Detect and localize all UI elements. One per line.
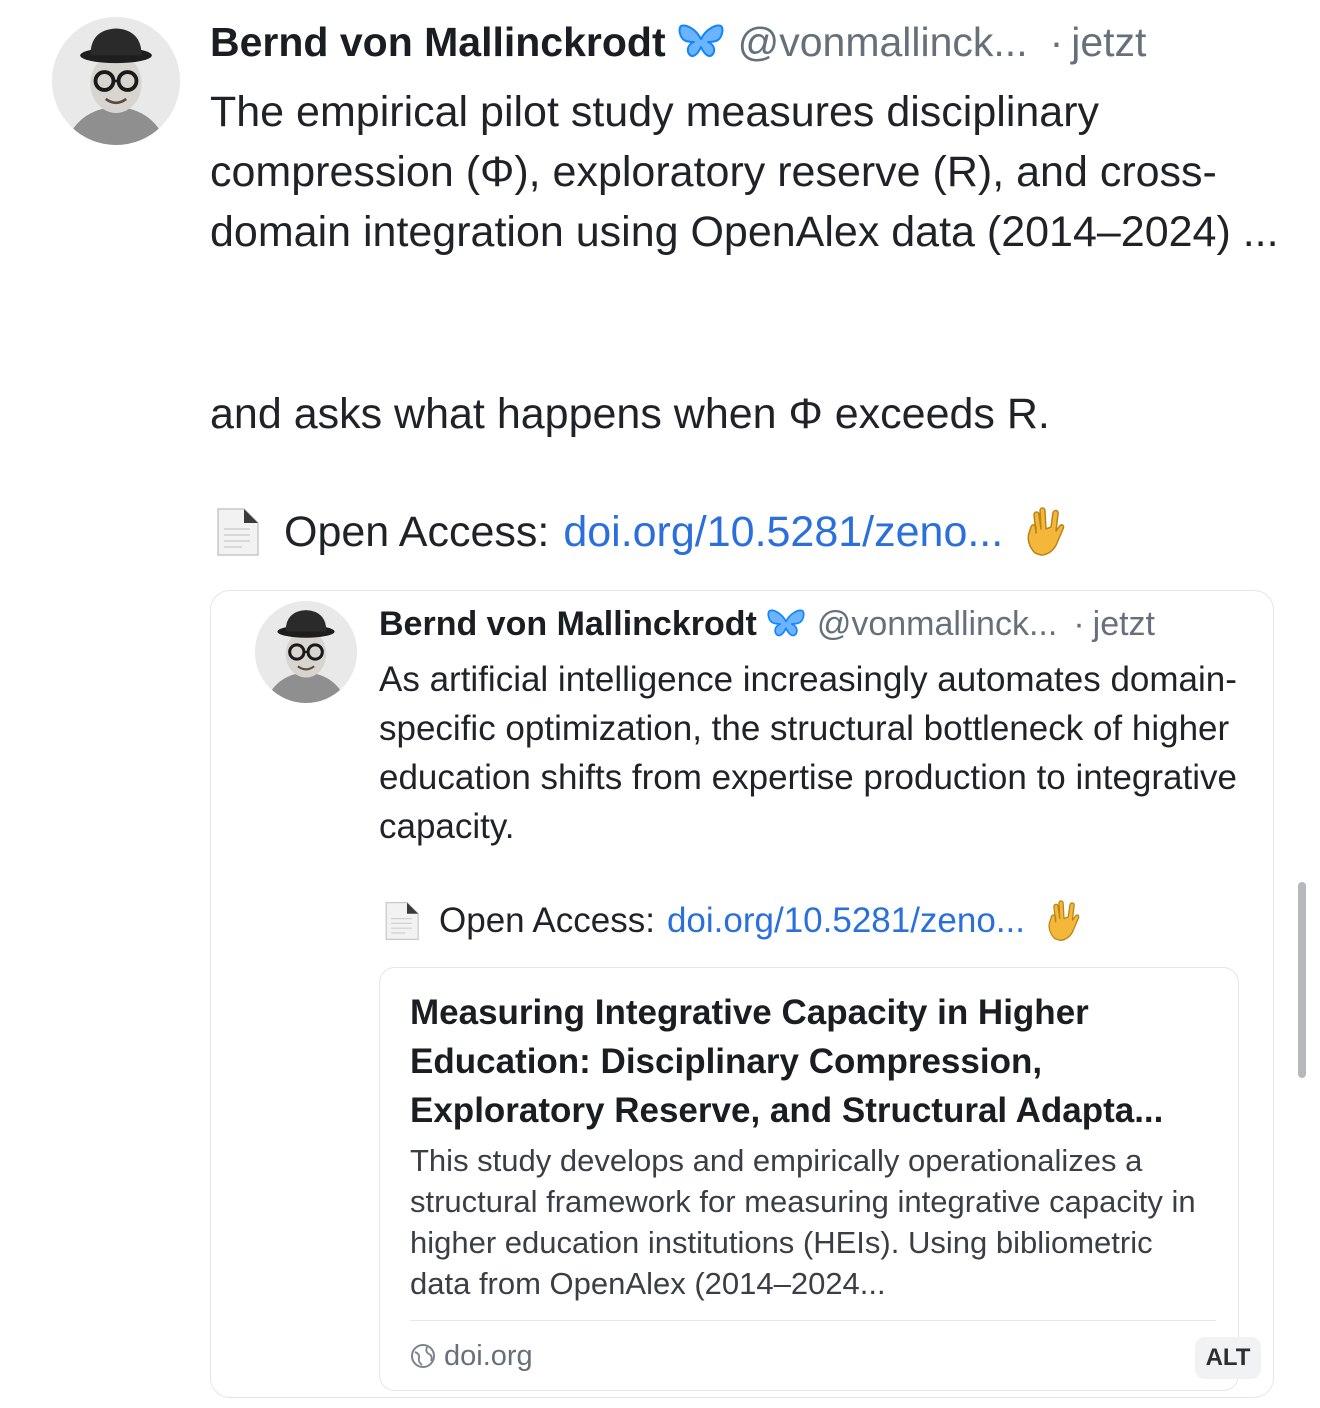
- author-avatar[interactable]: [52, 17, 180, 145]
- quoted-post-text: As artificial intelligence increasingly automates domain-specific optimization, the structural bottleneck of higher education shifts from expertise production to integrative capacity.: [379, 660, 1237, 846]
- quoted-author-avatar[interactable]: [255, 601, 357, 703]
- post-header: [210, 14, 1290, 70]
- link-preview-domain-text: doi.org: [444, 1339, 533, 1372]
- quoted-open-access-label: Open Access:: [439, 901, 655, 940]
- link-preview-card[interactable]: [379, 967, 1239, 1391]
- butterfly-icon: [767, 608, 805, 640]
- post-text-second: and asks what happens when Φ exceeds R.: [210, 390, 1050, 438]
- quoted-open-access-link[interactable]: doi.org/10.5281/zeno...: [666, 901, 1026, 940]
- post-text-main: The empirical pilot study measures disciplinary compression (Φ), exploratory reserve (R), and cross-domain integration using OpenAlex data (2014–2024) ...: [210, 88, 1279, 256]
- quoted-author-name[interactable]: Bernd von Mallinckrodt: [379, 604, 757, 643]
- document-icon: [214, 507, 264, 557]
- link-preview-domain: [410, 1334, 533, 1378]
- author-name[interactable]: Bernd von Mallinckrodt: [210, 18, 666, 65]
- vulcan-salute-icon: [1021, 507, 1071, 557]
- link-preview-divider: [410, 1320, 1216, 1321]
- butterfly-icon: [678, 23, 724, 61]
- alt-badge[interactable]: ALT: [1195, 1337, 1261, 1379]
- document-icon: [383, 900, 423, 942]
- quoted-post-time[interactable]: jetzt: [1092, 604, 1155, 643]
- scrollbar[interactable]: [1298, 882, 1306, 1078]
- header-separator: ·: [1049, 18, 1064, 65]
- quoted-open-access-line: [383, 893, 1085, 949]
- globe-icon: [410, 1343, 436, 1369]
- open-access-label: Open Access:: [284, 507, 550, 556]
- post-time[interactable]: jetzt: [1071, 18, 1147, 65]
- author-handle[interactable]: @vonmallinck...: [737, 18, 1028, 65]
- quoted-author-handle[interactable]: @vonmallinck...: [816, 604, 1058, 643]
- open-access-line: [214, 500, 1071, 564]
- quoted-post-card[interactable]: [210, 590, 1274, 1398]
- quoted-post-header: [379, 601, 1155, 647]
- post-text: [210, 82, 1300, 262]
- link-preview-description: This study develops and empirically operationalizes a structural framework for measuring integrative capacity in higher education institutions (HEIs). Using bibliometric data from OpenAlex (2014–2024...: [410, 1143, 1196, 1301]
- link-preview-title: Measuring Integrative Capacity in Higher Education: Disciplinary Compression, Exploratory Reserve, and Structural Adapta...: [410, 993, 1164, 1130]
- avatar-photo: [52, 17, 180, 145]
- open-access-link[interactable]: doi.org/10.5281/zeno...: [563, 507, 1004, 556]
- vulcan-salute-icon: [1043, 900, 1085, 942]
- quoted-header-separator: ·: [1073, 604, 1085, 643]
- avatar-photo: [255, 601, 357, 703]
